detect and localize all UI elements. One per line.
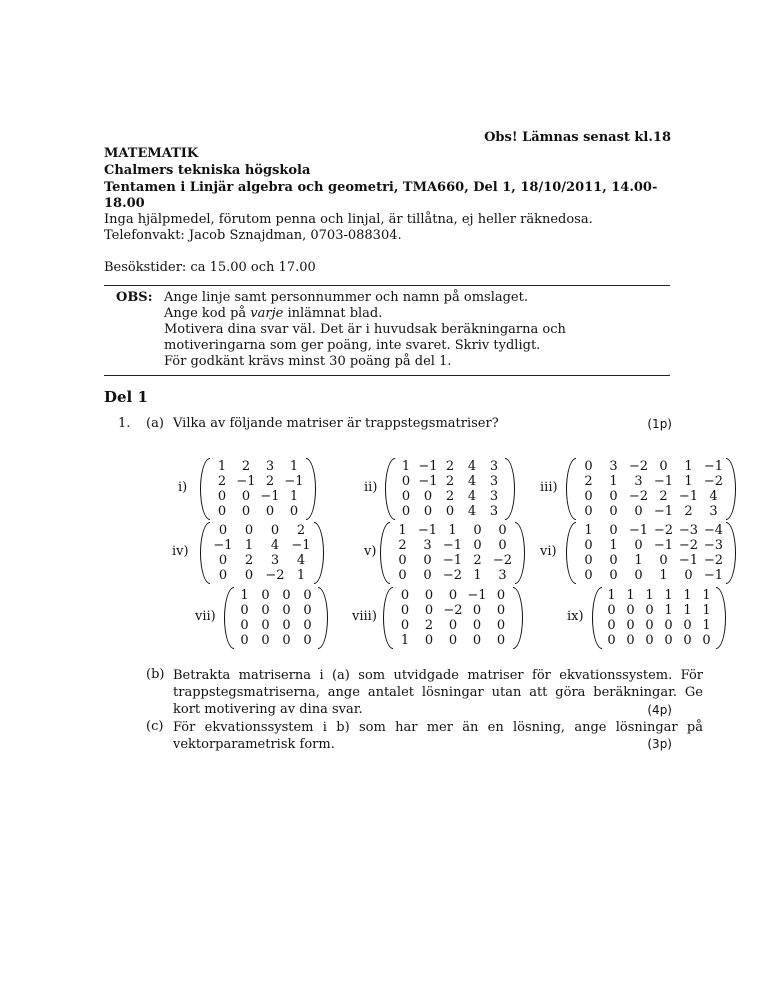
matrix [224, 587, 328, 649]
matrix-cell: 2 [584, 474, 593, 489]
matrix-cell: 0 [472, 603, 482, 618]
matrix-cell: 0 [240, 618, 249, 633]
matrix-cell: 0 [584, 568, 593, 583]
matrix [200, 522, 324, 584]
matrix-cell: 1 [702, 588, 711, 603]
matrix-cell: 1 [584, 523, 593, 538]
matrix-cell: 2 [445, 474, 455, 489]
matrix-cell: 0 [607, 603, 616, 618]
matrix-cell: 0 [626, 633, 635, 648]
matrix-cell: 0 [218, 568, 228, 583]
matrix-cell: 1 [684, 474, 693, 489]
matrix-cell: 0 [218, 523, 228, 538]
left-parenthesis [385, 458, 395, 520]
matrix-cell: 0 [496, 633, 506, 648]
left-parenthesis [383, 587, 393, 649]
matrix-cell: 0 [289, 504, 299, 519]
matrix-cell: 0 [472, 618, 482, 633]
matrix-cell: 0 [634, 504, 643, 519]
matrix-label: vii) [195, 609, 216, 624]
matrix-cell: 2 [265, 474, 275, 489]
obs-line-1: Ange linje samt personnummer och namn på omslaget. [164, 290, 528, 305]
matrix-cell: 0 [634, 568, 643, 583]
matrix-cell: 0 [303, 633, 312, 648]
matrix-cell: −1 [260, 489, 280, 504]
school-name: Chalmers tekniska högskola [104, 163, 311, 178]
visit-times: Besökstider: ca 15.00 och 17.00 [104, 260, 316, 275]
part-a-label: (a) [146, 416, 164, 431]
matrix-label: iv) [172, 544, 189, 559]
matrix [380, 522, 525, 584]
matrix-cell: 0 [683, 633, 692, 648]
matrix-cell: 0 [496, 588, 506, 603]
matrix-cell: 0 [607, 618, 616, 633]
matrix-cell: 4 [270, 538, 280, 553]
matrix-cell: −2 [492, 553, 513, 568]
matrix-cell: 0 [609, 568, 618, 583]
matrix-cell: −4 [703, 523, 724, 538]
right-parenthesis [726, 522, 736, 584]
matrix [566, 458, 736, 520]
matrix-label: vi) [540, 544, 557, 559]
matrix-cell: 4 [467, 504, 477, 519]
matrix-cell: 0 [282, 633, 291, 648]
matrix-label: i) [178, 480, 188, 495]
matrix-cell: 0 [218, 553, 228, 568]
matrix-cell: 2 [684, 504, 693, 519]
matrix-cell: 0 [261, 618, 270, 633]
matrix-cell: −1 [442, 538, 463, 553]
subject-title: MATEMATIK [104, 146, 199, 161]
matrix-cell: 3 [634, 474, 643, 489]
section-heading: Del 1 [104, 388, 148, 406]
matrix-cell: 0 [645, 603, 654, 618]
problem-number: 1. [118, 416, 131, 431]
matrix-cell: 3 [489, 489, 499, 504]
matrix-cell: 0 [400, 588, 410, 603]
matrix-cell: 4 [709, 489, 718, 504]
matrix-cell: 2 [398, 538, 407, 553]
matrix-cell: −2 [628, 489, 649, 504]
part-a-question: Vilka av följande matriser är trappstegsmatriser? [173, 416, 499, 431]
matrix-label: viii) [352, 609, 377, 624]
matrix-cell: 3 [265, 459, 275, 474]
matrix-cell: 0 [645, 618, 654, 633]
matrix-label: ix) [567, 609, 584, 624]
matrix-cell: 3 [709, 504, 718, 519]
matrix-cell: −2 [628, 459, 649, 474]
matrix-cell: 0 [424, 633, 434, 648]
matrix-cell: 0 [398, 568, 407, 583]
matrix-cell: 1 [609, 474, 618, 489]
matrix-cell: 1 [645, 588, 654, 603]
matrix-cell: 3 [270, 553, 280, 568]
exam-title: Tentamen i Linjär algebra och geometri, TMA660, Del 1, 18/10/2011, 14.00- [104, 180, 658, 195]
matrix-cell: 0 [473, 523, 482, 538]
right-parenthesis [726, 458, 736, 520]
left-parenthesis [566, 522, 576, 584]
matrix-cell: 0 [282, 618, 291, 633]
matrix-cell: 0 [261, 633, 270, 648]
matrix-cell: −2 [265, 568, 285, 583]
matrix-cell: −1 [653, 474, 674, 489]
matrix [383, 587, 523, 649]
matrix-cell: 0 [584, 489, 593, 504]
matrix-cell: 1 [217, 459, 227, 474]
matrix-cell: 0 [303, 618, 312, 633]
matrix-cell: 0 [303, 588, 312, 603]
matrix-cell: 0 [401, 474, 411, 489]
right-parenthesis [515, 522, 525, 584]
matrix-cell: 0 [496, 603, 506, 618]
matrix-cell: 1 [240, 588, 249, 603]
matrix-cell: 4 [467, 459, 477, 474]
obs-line-4: motiveringarna som ger poäng, inte svaret. Skriv tydligt. [164, 338, 541, 353]
left-parenthesis [592, 587, 602, 649]
matrix-cell: 0 [448, 618, 458, 633]
matrix-cell: 2 [445, 489, 455, 504]
matrix-cell: 1 [448, 523, 457, 538]
matrix-cell: 0 [609, 504, 618, 519]
matrix-cell: 0 [659, 553, 668, 568]
matrix [200, 458, 316, 520]
matrix-cell: 0 [282, 588, 291, 603]
matrix-cell: 1 [664, 588, 673, 603]
matrix-cell: 3 [423, 538, 432, 553]
matrix-cell: −1 [628, 523, 649, 538]
matrix-cell: 0 [401, 489, 411, 504]
matrix-cell: 3 [498, 568, 507, 583]
matrix-cell: 0 [265, 504, 275, 519]
matrix-cell: −2 [703, 553, 724, 568]
matrix-cell: 0 [607, 633, 616, 648]
matrix-cell: 0 [261, 603, 270, 618]
matrix-cell: 0 [584, 504, 593, 519]
matrix-cell: −1 [418, 459, 438, 474]
left-parenthesis [380, 522, 390, 584]
obs-line-2: Ange kod på varje inlämnat blad. [164, 306, 383, 321]
matrix-cell: 0 [645, 633, 654, 648]
matrix-cell: 0 [423, 504, 433, 519]
matrix-label: v) [364, 544, 377, 559]
matrix-cell: −2 [442, 568, 463, 583]
matrix-cell: 1 [702, 603, 711, 618]
matrix-cell: 0 [472, 633, 482, 648]
matrix-cell: −1 [213, 538, 233, 553]
matrix-cell: 0 [424, 588, 434, 603]
matrix-cell: 0 [261, 588, 270, 603]
matrix-cell: 2 [296, 523, 306, 538]
matrix-cell: 0 [423, 553, 432, 568]
matrix-cell: −1 [678, 553, 699, 568]
matrix-cell: −1 [703, 459, 724, 474]
matrix-cell: 0 [496, 618, 506, 633]
matrix-cell: −2 [678, 538, 699, 553]
matrix-cell: 3 [489, 459, 499, 474]
matrix-cell: 0 [424, 603, 434, 618]
matrix-cell: 1 [289, 459, 299, 474]
matrix [566, 522, 736, 584]
part-b-label: (b) [146, 667, 165, 682]
matrix-cell: 1 [684, 459, 693, 474]
matrix-cell: 4 [296, 553, 306, 568]
matrix-cell: 1 [607, 588, 616, 603]
matrix-cell: 4 [467, 489, 477, 504]
deadline-note: Obs! Lämnas senast kl.18 [484, 130, 671, 145]
matrix-cell: −1 [653, 538, 674, 553]
matrix-cell: −1 [291, 538, 311, 553]
matrix-cell: 2 [659, 489, 668, 504]
obs-line-5: För godkänt krävs minst 30 poäng på del 1. [164, 354, 452, 369]
matrix-cell: 0 [609, 489, 618, 504]
matrix-cell: −1 [236, 474, 256, 489]
part-a-points: (1p) [647, 417, 672, 431]
matrix-cell: 1 [401, 459, 411, 474]
matrix-cell: 0 [240, 633, 249, 648]
matrix-cell: −3 [678, 523, 699, 538]
matrix-cell: −2 [653, 523, 674, 538]
matrix-cell: 1 [659, 568, 668, 583]
part-c-text: För ekvationssystem i b) som har mer än en lösning, ange lösningar på vektorparametrisk form. [173, 720, 703, 752]
right-parenthesis [505, 458, 515, 520]
matrix-cell: 1 [626, 588, 635, 603]
matrix-cell: 0 [423, 489, 433, 504]
matrix-cell: 1 [296, 568, 306, 583]
matrix-cell: 0 [498, 523, 507, 538]
matrix-cell: 1 [683, 588, 692, 603]
matrix-cell: 0 [401, 504, 411, 519]
matrix-cell: −1 [467, 588, 487, 603]
matrix-cell: −1 [418, 474, 438, 489]
matrix-cell: 0 [584, 538, 593, 553]
matrix-cell: 0 [684, 568, 693, 583]
right-parenthesis [314, 522, 324, 584]
matrix-cell: 3 [489, 474, 499, 489]
matrix-cell: 0 [244, 523, 254, 538]
matrix-cell: 0 [217, 489, 227, 504]
matrix-cell: 1 [400, 633, 410, 648]
matrix [592, 587, 726, 649]
part-c-label: (c) [146, 719, 164, 734]
matrix-cell: 2 [445, 459, 455, 474]
matrix-cell: −1 [678, 489, 699, 504]
matrix-cell: 0 [448, 633, 458, 648]
matrix-cell: 3 [609, 459, 618, 474]
left-parenthesis [200, 458, 210, 520]
matrix-cell: 0 [584, 459, 593, 474]
exam-time-end: 18.00 [104, 196, 145, 211]
matrix-cell: 0 [626, 603, 635, 618]
matrix-cell: 0 [659, 459, 668, 474]
matrix-cell: 0 [498, 538, 507, 553]
matrix-cell: 2 [241, 459, 251, 474]
matrix-cell: 0 [609, 523, 618, 538]
part-b-points: (4p) [647, 703, 672, 717]
matrix-cell: 1 [609, 538, 618, 553]
matrix-cell: 0 [664, 618, 673, 633]
matrix-label: iii) [540, 480, 558, 495]
matrix-cell: 4 [467, 474, 477, 489]
matrix-cell: 0 [634, 538, 643, 553]
matrix-cell: −1 [284, 474, 304, 489]
right-parenthesis [318, 587, 328, 649]
matrix-cell: 2 [217, 474, 227, 489]
right-parenthesis [513, 587, 523, 649]
matrix-cell: 0 [398, 553, 407, 568]
matrix-cell: 0 [400, 603, 410, 618]
left-parenthesis [224, 587, 234, 649]
matrix-cell: −1 [703, 568, 724, 583]
matrix-cell: −3 [703, 538, 724, 553]
matrix-cell: 0 [241, 504, 251, 519]
phone-contact: Telefonvakt: Jacob Sznajdman, 0703-088304. [104, 228, 402, 243]
part-c-points: (3p) [647, 737, 672, 751]
matrix-cell: 1 [473, 568, 482, 583]
left-parenthesis [566, 458, 576, 520]
matrix-cell: 1 [683, 603, 692, 618]
matrix-cell: 0 [664, 633, 673, 648]
matrix-cell: 3 [489, 504, 499, 519]
matrix-cell: 1 [289, 489, 299, 504]
matrix-cell: 0 [473, 538, 482, 553]
matrix-cell: 0 [702, 633, 711, 648]
right-parenthesis [716, 587, 726, 649]
matrix-cell: −1 [653, 504, 674, 519]
matrix-cell: 0 [270, 523, 280, 538]
matrix-cell: 0 [584, 553, 593, 568]
matrix-cell: 0 [423, 568, 432, 583]
matrix-cell: 0 [626, 618, 635, 633]
matrix-cell: 1 [634, 553, 643, 568]
matrix-cell: −1 [442, 553, 463, 568]
matrix-cell: 1 [664, 603, 673, 618]
allowed-aids: Inga hjälpmedel, förutom penna och linjal, är tillåtna, ej heller räknedosa. [104, 212, 593, 227]
matrix-cell: 0 [303, 603, 312, 618]
part-b-text: Betrakta matriserna i (a) som utvidgade matriser för ekvationssystem. För trappstegsmatriserna, ange antalet lösningar utan att göra beräkningar. Ge kort motivering av dina svar. [173, 668, 703, 717]
matrix-cell: 0 [400, 618, 410, 633]
matrix-cell: 0 [445, 504, 455, 519]
matrix-cell: 0 [244, 568, 254, 583]
matrix-cell: 1 [702, 618, 711, 633]
matrix-cell: 2 [424, 618, 434, 633]
matrix-cell: −2 [443, 603, 463, 618]
left-parenthesis [200, 522, 210, 584]
matrix [385, 458, 515, 520]
matrix-cell: 0 [282, 603, 291, 618]
obs-box [104, 285, 670, 376]
obs-line-3: Motivera dina svar väl. Det är i huvudsak beräkningarna och [164, 322, 566, 337]
matrix-label: ii) [364, 480, 378, 495]
matrix-cell: 0 [609, 553, 618, 568]
matrix-cell: 0 [683, 618, 692, 633]
obs-label: OBS: [116, 290, 153, 305]
matrix-cell: 1 [398, 523, 407, 538]
matrix-cell: −1 [417, 523, 438, 538]
matrix-cell: 0 [448, 588, 458, 603]
right-parenthesis [306, 458, 316, 520]
matrix-cell: 1 [244, 538, 254, 553]
matrix-cell: −2 [703, 474, 724, 489]
matrix-cell: 0 [240, 603, 249, 618]
matrix-cell: 2 [473, 553, 482, 568]
matrix-cell: 2 [244, 553, 254, 568]
matrix-cell: 0 [217, 504, 227, 519]
matrix-cell: 0 [241, 489, 251, 504]
